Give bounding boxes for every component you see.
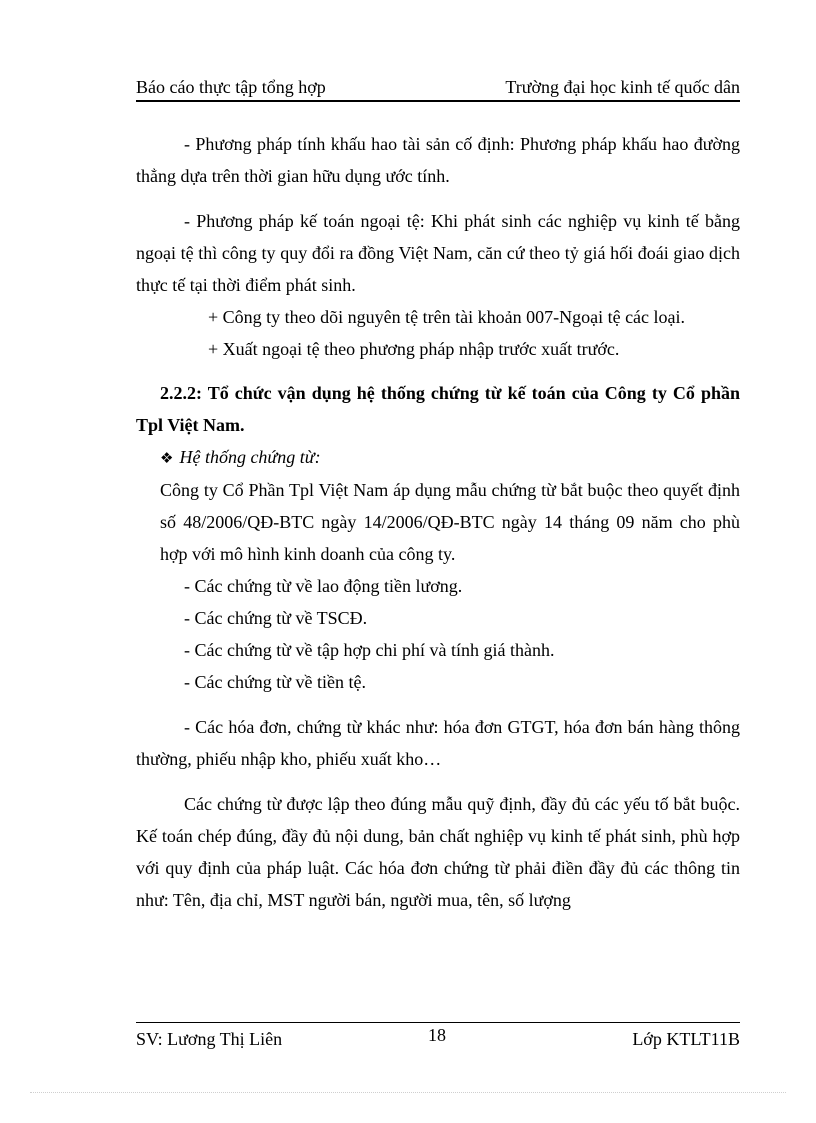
- bullet-title: Hệ thống chứng từ:: [179, 447, 321, 467]
- page-number: 18: [428, 1025, 446, 1045]
- paragraph-documents: Các chứng từ được lập theo đúng mẫu quỹ định, đầy đủ các yếu tố bắt buộc. Kế toán chép đúng, đầy đủ nội dung, bản chất nghiệp vụ kinh tế phát sinh, phù hợp với quy định của pháp luật. Các hóa đơn chứng từ phải điền đầy đủ các thông tin như: Tên, địa chỉ, MST người bán, người mua, tên, số lượng: [136, 794, 740, 910]
- list-item: - Các chứng từ về lao động tiền lương.: [184, 576, 463, 596]
- page-header: [136, 76, 740, 102]
- plus-item-1: + Công ty theo dõi nguyên tệ trên tài khoản 007-Ngoại tệ các loại.: [208, 307, 686, 327]
- footer-class: Lớp KTLT11B: [632, 1029, 740, 1049]
- footer-divider: [136, 1022, 740, 1023]
- header-left: Báo cáo thực tập tổng hợp: [136, 77, 326, 97]
- list-item: - Các chứng từ về tập hợp chi phí và tính giá thành.: [184, 640, 555, 660]
- plus-item-2: + Xuất ngoại tệ theo phương pháp nhập trước xuất trước.: [208, 339, 620, 359]
- list-item-invoices: - Các hóa đơn, chứng từ khác như: hóa đơn GTGT, hóa đơn bán hàng thông thường, phiếu nhập kho, phiếu xuất kho…: [136, 717, 740, 769]
- bullet-heading: [136, 441, 740, 474]
- list-item: - Các chứng từ về TSCĐ.: [184, 608, 368, 628]
- footer-student: SV: Lương Thị Liên: [136, 1029, 283, 1049]
- paragraph-intro: Công ty Cổ Phần Tpl Việt Nam áp dụng mẫu chứng từ bắt buộc theo quyết định số 48/2006/QĐ-BTC ngày 14/2006/QĐ-BTC ngày 14 tháng 09 năm cho phù hợp với mô hình kinh doanh của công ty.: [160, 480, 740, 564]
- diamond-bullet-icon: ❖: [160, 449, 174, 467]
- list-item: - Các chứng từ về tiền tệ.: [184, 672, 366, 692]
- paragraph-foreign-currency: - Phương pháp kế toán ngoại tệ: Khi phát sinh các nghiệp vụ kinh tế bằng ngoại tệ thì công ty quy đổi ra đồng Việt Nam, căn cứ theo tỷ giá hối đoái giao dịch thực tế tại thời điểm phát sinh.: [136, 211, 740, 295]
- section-heading: 2.2.2: Tổ chức vận dụng hệ thống chứng từ kế toán của Công ty Cổ phần Tpl Việt Nam.: [136, 383, 740, 435]
- header-right: Trường đại học kinh tế quốc dân: [505, 77, 740, 97]
- page-edge-divider: [30, 1092, 786, 1093]
- page-body: [136, 128, 740, 916]
- paragraph-depreciation: - Phương pháp tính khấu hao tài sản cố định: Phương pháp khấu hao đường thẳng dựa trên thời gian hữu dụng ước tính.: [136, 134, 740, 186]
